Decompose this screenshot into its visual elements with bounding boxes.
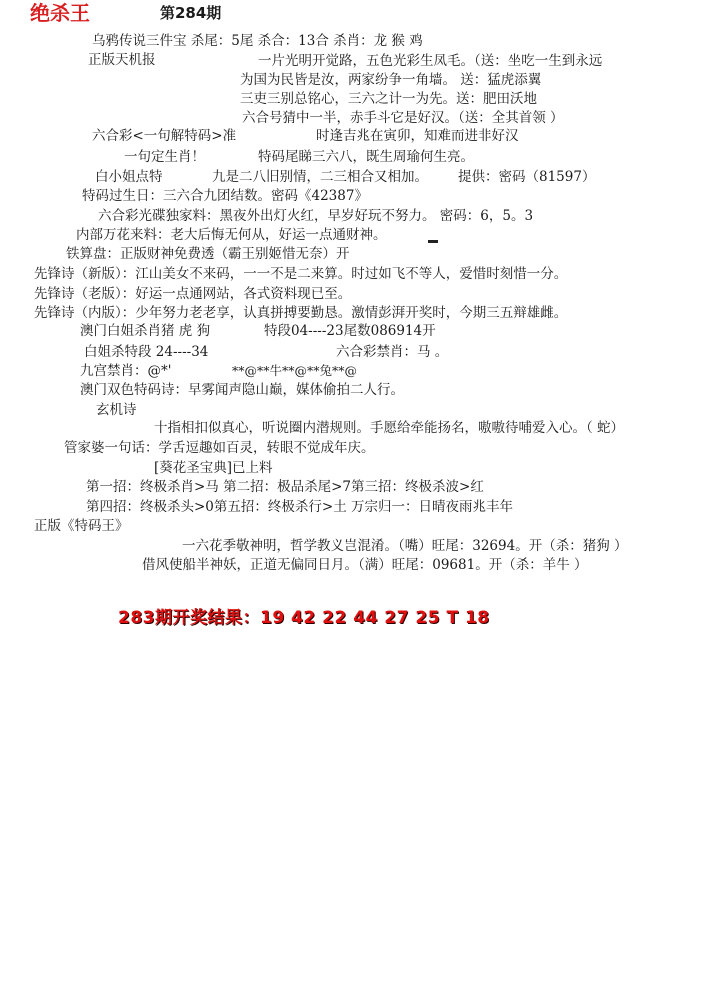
zodiac-heading: 一句定生肖！: [124, 149, 205, 165]
macau-kill-zodiac: 澳门白姐杀肖猪 虎 狗: [80, 323, 211, 339]
white-kill-segment: 白姐杀特段 24----34: [84, 344, 209, 360]
mystery-poem-heading: 玄机诗: [96, 402, 137, 418]
sunflower-heading: [葵花圣宝典]已上料: [154, 460, 273, 476]
page-title: 绝杀王: [30, 1, 90, 25]
disc-line: 六合彩光碟独家料：黑夜外出灯火红，早岁好玩不努力。 密码：6，5。3: [98, 208, 534, 224]
tianji-verse-3: 三吏三别总铭心，三六之计一为先。送：肥田沃地: [240, 91, 537, 107]
mystery-poem: 十指相扣似真心，听说圈内潜规则。手愿给牵能扬名，嗷嗷待哺爱入心。（ 蛇）: [154, 420, 625, 436]
tianji-verse-4: 六合号猜中一半，赤手斗它是好汉。（送：全其首领 ）: [242, 110, 564, 126]
zodiac-verse: 特码尾睇三六八，既生周瑜何生亮。: [258, 149, 474, 165]
nine-palace-label: 九宫禁肖：@*': [80, 363, 172, 379]
miss-white-heading: 白小姐点特: [95, 169, 163, 185]
pioneer-inner: 先锋诗（内版）：少年努力老老享，认真拼搏要勤恳。激情彭湃开奖时，今期三五辩雄雌。: [34, 305, 568, 321]
special-king-verse-2: 借风使船半神妖，正道无偏同日月。（满）旺尾：09681。开（杀：羊牛 ）: [142, 557, 588, 573]
tianji-verse-2: 为国为民皆是汝，两家纷争一角墙。 送：猛虎添翼: [240, 72, 542, 88]
macau-poem: 澳门双色特码诗：早雾闻声隐山巅，媒体偷拍二人行。: [80, 382, 404, 398]
draw-result: 283期开奖结果：19 42 22 44 27 25 T 18: [118, 608, 490, 628]
provider-code: 提供：密码（81597）: [458, 169, 596, 185]
special-king-verse-1: 一六花季敬神明，哲学教义岂混淆。（嘴）旺尾：32694。开（杀：猪狗 ）: [182, 538, 628, 554]
banned-zodiac: 六合彩禁肖：马 。: [336, 344, 449, 360]
issue-number: 第284期: [160, 4, 222, 22]
tianji-heading: 正版天机报: [88, 52, 156, 68]
one-line-verse: 时逢吉兆在寅卯，知难而进非好汉: [316, 128, 519, 144]
inside-line: 内部万花来料：老大后悔无何从，好运一点通财神。: [76, 227, 387, 243]
tianji-verse-1: 一片光明开觉路，五色光彩生凤毛。（送：坐吃一生到永远: [258, 53, 603, 69]
nine-palace-values: **@**牛**@**兔**@: [232, 363, 358, 378]
moves-1-3: 第一招：终极杀肖>马 第二招：极品杀尾>7第三招：终极杀波>红: [86, 479, 484, 495]
one-line-heading: 六合彩<一句解特码>准: [92, 128, 237, 144]
housekeeper-line: 管家婆一句话：学舌逗趣如百灵，转眼不觉成年庆。: [64, 440, 375, 456]
moves-4-6: 第四招：终极杀头>0第五招：终极杀行>土 万宗归一：日晴夜雨兆丰年: [86, 499, 514, 515]
crow-legend-line: 乌鸦传说三件宝 杀尾：5尾 杀合：13合 杀肖：龙 猴 鸡: [92, 33, 423, 49]
miss-white-verse: 九是二八旧别情，二三相合又相加。: [212, 169, 428, 185]
pioneer-new: 先锋诗（新版）：江山美女不来码，一一不是二来算。时过如飞不等人，爱惜时刻惜一分。: [34, 266, 568, 282]
macau-special-segment: 特段04----23尾数086914开: [264, 323, 436, 339]
special-king-heading: 正版《特码王》: [34, 518, 129, 534]
ink-mark: [428, 240, 438, 243]
abacus-line: 铁算盘：正版财神免费透（霸王别姬惜无奈）开: [66, 246, 350, 262]
pioneer-old: 先锋诗（老版）：好运一点通网站，各式资料现已至。: [34, 286, 352, 302]
birthday-line: 特码过生日：三六合九团结数。密码《42387》: [82, 188, 368, 204]
